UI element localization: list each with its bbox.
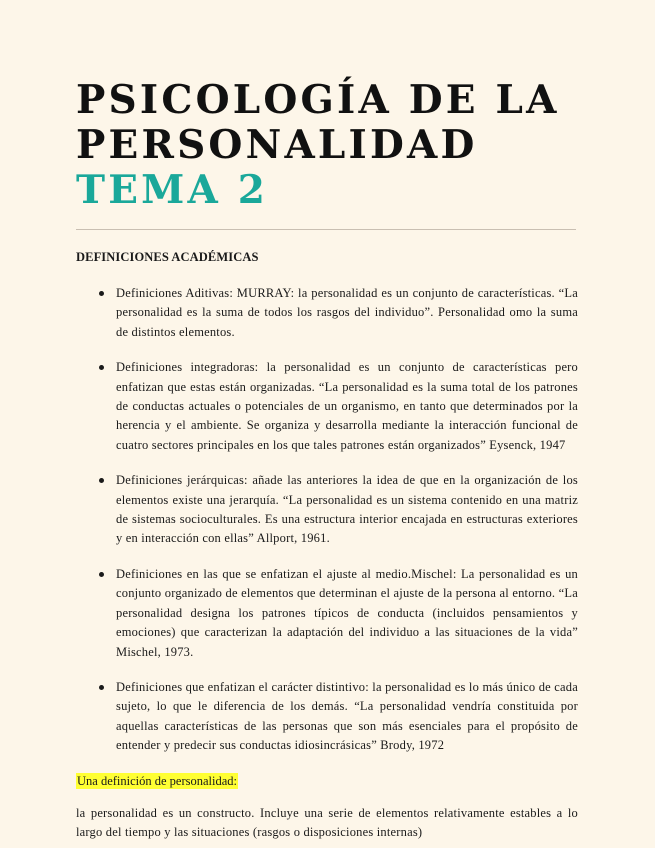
horizontal-divider: [76, 229, 576, 230]
document-title: [76, 78, 578, 168]
definition-item-jerarquicas: [76, 471, 578, 549]
definition-item-integradoras: [76, 358, 578, 455]
bullet-icon: [99, 478, 104, 483]
highlighted-label: Una definición de personalidad:: [77, 773, 238, 788]
definitions-list: [76, 284, 578, 756]
closing-paragraph: la personalidad es un constructo. Incluye una serie de elementos relativamente estables a lo largo del tiempo y las situaciones (rasgos o disposiciones internas): [76, 805, 578, 839]
title-line-1: PSICOLOGÍA DE LA: [76, 77, 560, 123]
section-heading: DEFINICIONES ACADÉMICAS: [76, 250, 259, 264]
definition-text: Definiciones integradoras: la personalidad es un conjunto de características pero enfatizan que estas están organizadas. “La personalidad es la suma total de los patrones de conductas actuales o potenciales de un organismo, en tanto que determinados por la herencia y el ambiente. Se organiza y desarrolla mediante la interacción funcional de cuatro sectores principales en los que tales patrones están organizados” Eysenck, 1947: [116, 360, 578, 452]
bullet-icon: [99, 291, 104, 296]
bullet-icon: [99, 365, 104, 370]
definition-item-aditivas: [76, 284, 578, 342]
bullet-icon: [99, 685, 104, 690]
definition-text: Definiciones Aditivas: MURRAY: la personalidad es un conjunto de características. “La personalidad es la suma de todos los rasgos del individuo”. Personalidad omo la suma de distintos elementos.: [116, 286, 578, 339]
definition-text: Definiciones que enfatizan el carácter distintivo: la personalidad es lo más único de cada sujeto, lo que le diferencia de los demás. “La personalidad vendría constituida por aquellas características de las personas que son más esenciales para el propósito de entender y predecir sus conductas idiosincrásicas” Brody, 1972: [116, 679, 578, 753]
title-line-2: PERSONALIDAD: [76, 122, 478, 168]
definition-text: Definiciones jerárquicas: añade las anteriores la idea de que en la organización de los elementos existe una jerarquía. “La personalidad es un sistema contenido en una matriz de sistemas socioculturales. Es una estructura interior encajada en estructuras exteriores y en interacción con ellas” Allport, 1961.: [116, 473, 578, 546]
document-page: [76, 78, 578, 842]
bullet-icon: [99, 572, 104, 577]
document-subtitle: TEMA 2: [76, 167, 269, 213]
definition-item-distintivo: [76, 678, 578, 756]
definition-item-ajuste: [76, 565, 578, 662]
definition-text: Definiciones en las que se enfatizan el ajuste al medio.Mischel: La personalidad es un conjunto organizado de elementos que determinan el ajuste de la persona al entorno. “La personalidad designa los patrones típicos de conducta (incluidos pensamientos y emociones) que caracterizan la adaptación del individuo a las situaciones de la vida” Mischel, 1973.: [116, 566, 578, 659]
